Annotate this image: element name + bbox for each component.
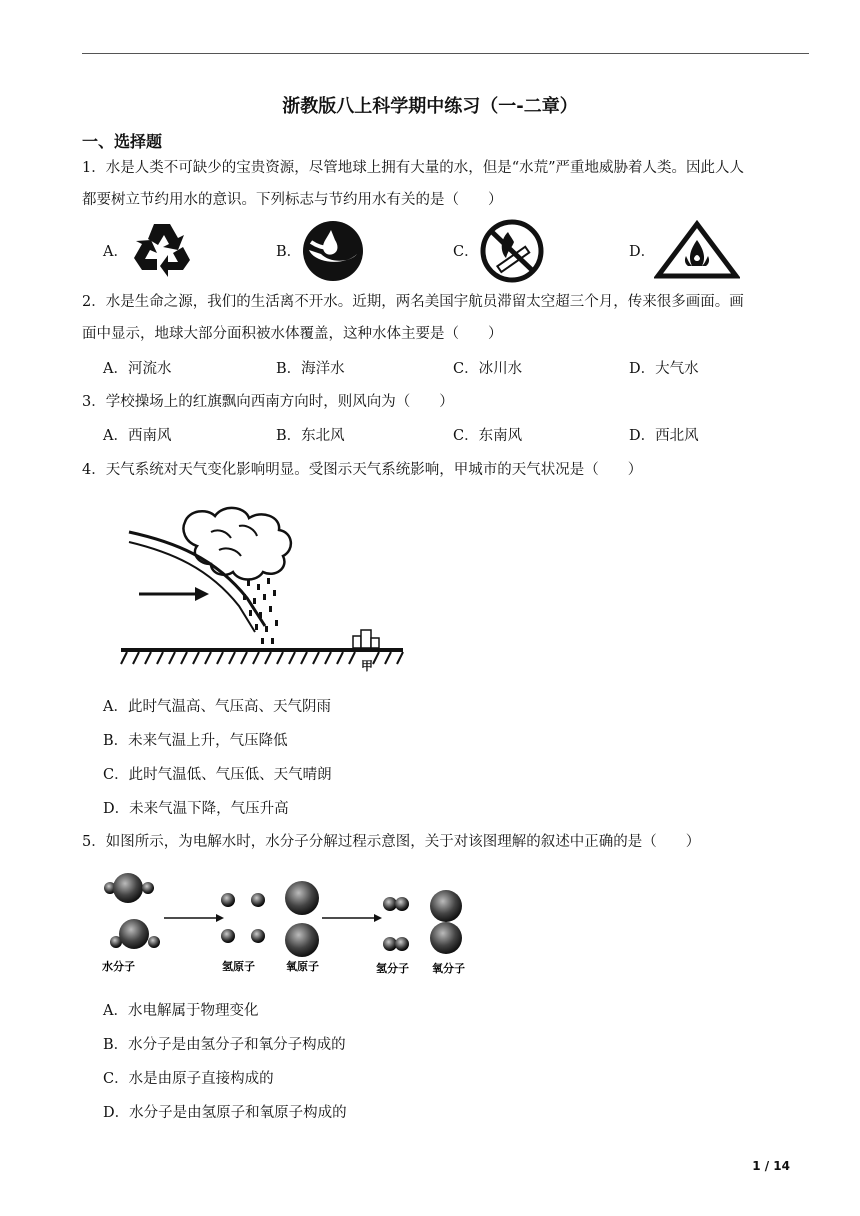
q3-option-d[interactable]: D．西北风 (629, 428, 699, 444)
q4-option-b[interactable]: B．未来气温上升，气压降低 (103, 733, 288, 749)
q2-option-c[interactable]: C．冰川水 (453, 361, 523, 377)
q2-option-a[interactable]: A．河流水 (103, 361, 172, 377)
water-drop-hand-icon (301, 220, 365, 282)
q5-option-a[interactable]: A．水电解属于物理变化 (103, 1003, 259, 1019)
question-1-line-1: 1．水是人类不可缺少的宝贵资源，尽管地球上拥有大量的水，但是“水荒”严重地威胁着人类。因此人人 (82, 160, 745, 176)
q1-option-a[interactable]: A． (103, 244, 128, 260)
flammable-warning-icon (654, 220, 740, 280)
q1-option-d[interactable]: D． (629, 244, 656, 260)
no-smoking-icon (478, 218, 546, 284)
question-4-line-1: 4．天气系统对天气变化影响明显。受图示天气系统影响，甲城市的天气状况是（ ） (82, 462, 643, 478)
q3-option-a[interactable]: A．西南风 (103, 428, 172, 444)
city-jia-label: 甲 (361, 659, 374, 673)
label-hydrogen-molecule: 氢分子 (376, 962, 409, 975)
question-3 (82, 386, 812, 418)
q3-option-c[interactable]: C．东南风 (453, 428, 523, 444)
question-2-line-1: 2．水是生命之源，我们的生活离不开水。近期，两名美国宇航员滞留太空超三个月，传来很多画面。画 (82, 294, 744, 310)
q5-option-d[interactable]: D．水分子是由氢原子和氧原子构成的 (103, 1105, 347, 1121)
label-hydrogen-atom: 氢原子 (222, 960, 255, 973)
q4-option-a[interactable]: A．此时气温高、气压高、天气阴雨 (103, 699, 331, 715)
section-heading: 一、选择题 (82, 132, 163, 151)
question-5 (82, 826, 812, 858)
label-oxygen-molecule: 氧分子 (432, 962, 465, 975)
q1-option-c[interactable]: C． (453, 244, 479, 260)
q4-option-d[interactable]: D．未来气温下降，气压升高 (103, 801, 289, 817)
q5-option-c[interactable]: C．水是由原子直接构成的 (103, 1071, 274, 1087)
q4-option-c[interactable]: C．此时气温低、气压低、天气晴朗 (103, 767, 332, 783)
label-oxygen-atom: 氧原子 (286, 960, 319, 973)
recycle-icon (128, 218, 196, 280)
q5-option-b[interactable]: B．水分子是由氢分子和氧分子构成的 (103, 1037, 346, 1053)
question-1 (82, 152, 812, 216)
q3-option-b[interactable]: B．东北风 (276, 428, 345, 444)
page-title: 浙教版八上科学期中练习（一-二章） (282, 96, 578, 117)
label-water-molecule: 水分子 (102, 960, 135, 973)
question-1-line-2: 都要树立节约用水的意识。下列标志与节约用水有关的是（ ） (82, 192, 503, 208)
page-number: 1 / 14 (752, 1159, 790, 1173)
weather-front-diagram (115, 502, 407, 682)
water-electrolysis-diagram (100, 868, 480, 980)
header-rule (82, 53, 809, 54)
question-2 (82, 286, 812, 350)
q2-option-b[interactable]: B．海洋水 (276, 361, 345, 377)
question-2-line-2: 面中显示，地球大部分面积被水体覆盖，这种水体主要是（ ） (82, 326, 503, 342)
q2-option-d[interactable]: D．大气水 (629, 361, 699, 377)
question-3-line-1: 3．学校操场上的红旗飘向西南方向时，则风向为（ ） (82, 394, 454, 410)
q1-option-b[interactable]: B． (276, 244, 302, 260)
question-4 (82, 454, 812, 486)
question-5-line-1: 5．如图所示，为电解水时，水分子分解过程示意图，关于对该图理解的叙述中正确的是（ ） (82, 834, 701, 850)
